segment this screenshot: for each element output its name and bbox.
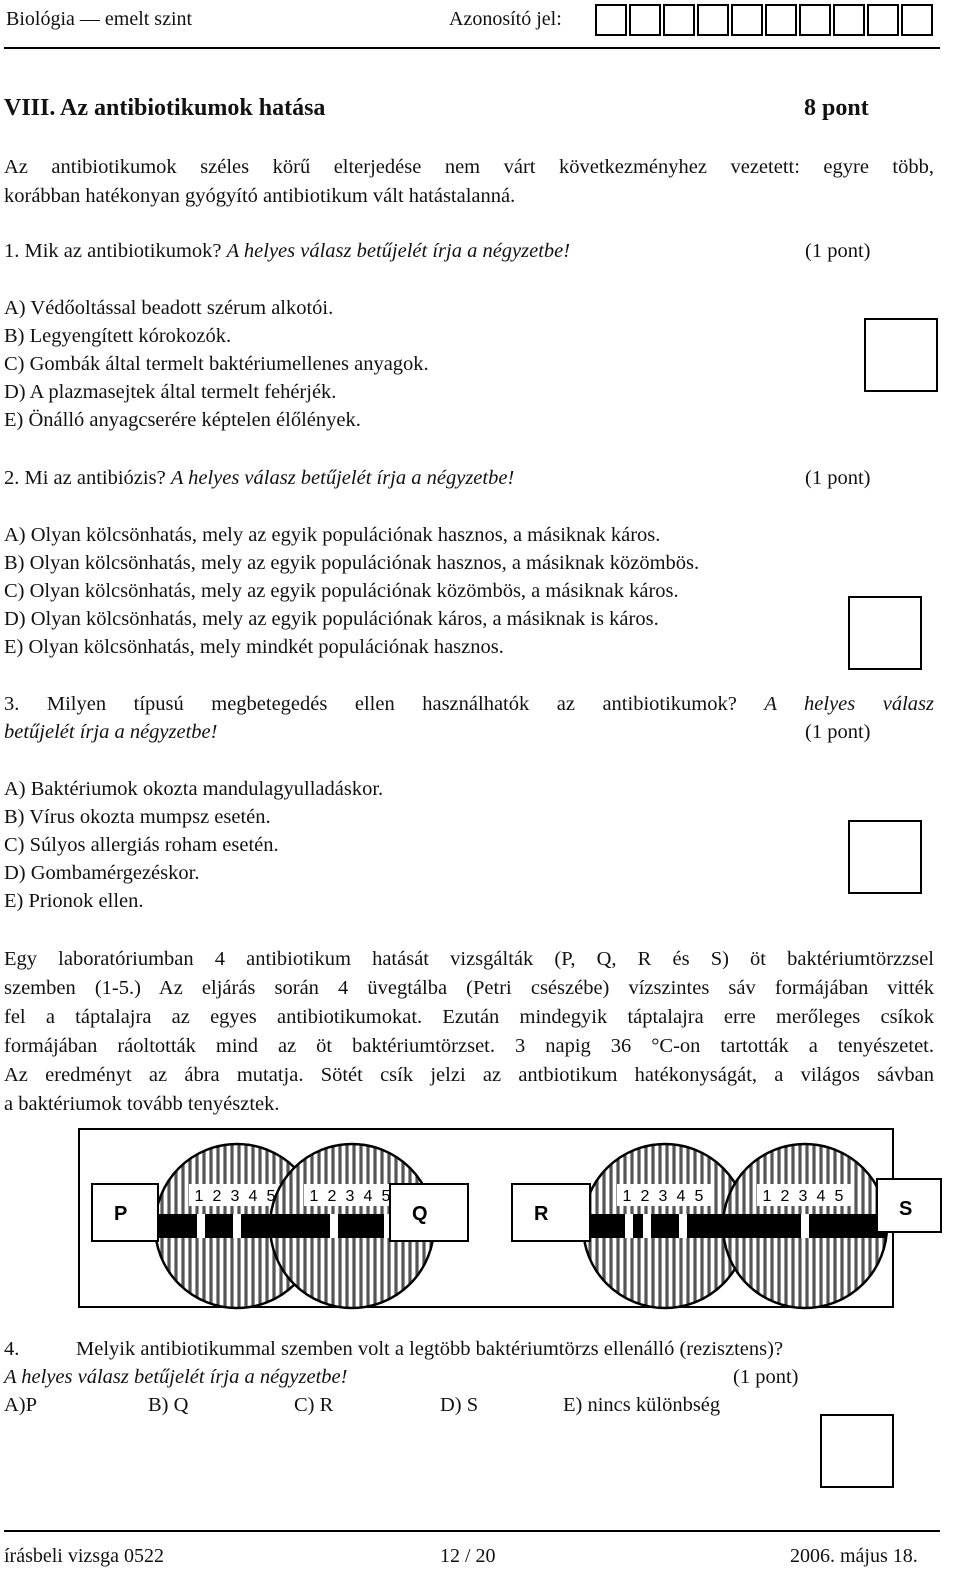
- q4-text: Melyik antibiotikummal szemben volt a legtöbb baktériumtörzs ellenálló (rezisztens)?: [76, 1338, 784, 1360]
- paragraph-line: a baktériumok tovább tenyésztek.: [4, 1093, 280, 1115]
- q4-answer-box[interactable]: [820, 1414, 894, 1488]
- q3-option: E) Prionok ellen.: [4, 890, 144, 912]
- strain-number: 1: [622, 1188, 632, 1205]
- q3-answer-box[interactable]: [848, 820, 922, 894]
- q3-question-line1: [4, 693, 934, 716]
- strain-number: 5: [834, 1188, 844, 1205]
- petri-dishes-illustration: [80, 1130, 913, 1306]
- q2-option: A) Olyan kölcsönhatás, mely az egyik populációnak hasznos, a másiknak káros.: [4, 524, 661, 546]
- id-box[interactable]: [833, 4, 865, 36]
- antibiotic-label: P: [114, 1203, 128, 1225]
- paragraph-line: Egy laboratóriumban 4 antibiotikum hatását vizsgálták (P, Q, R és S) öt baktériumtörzzsel: [4, 948, 934, 970]
- intro-line: korábban hatékonyan gyógyító antibiotikum vált hatástalanná.: [4, 185, 516, 207]
- antibiotic-label: R: [534, 1203, 549, 1225]
- q1-option: A) Védőoltással beadott szérum alkotói.: [4, 297, 334, 319]
- id-box[interactable]: [867, 4, 899, 36]
- section-title: VIII. Az antibiotikumok hatása: [4, 95, 326, 121]
- antibiotic-label-box: [512, 1184, 590, 1241]
- q2-instruction: A helyes válasz betűjelét írja a négyzetbe!: [170, 467, 515, 489]
- header-subject: Biológia — emelt szint: [6, 8, 193, 30]
- footer-page: 12 / 20: [440, 1545, 496, 1567]
- q3-instruction-line2: betűjelét írja a négyzetbe!: [4, 721, 218, 743]
- q4-option: E) nincs különbség: [563, 1394, 721, 1416]
- q1-option: E) Önálló anyagcserére képtelen élőlények.: [4, 409, 361, 431]
- q3-option: D) Gombamérgezéskor.: [4, 862, 200, 884]
- paragraph-line: szemben (1-5.) Az eljárás során 4 üvegtálba (Petri csészébe) vízszintes sáv formájában vitték: [4, 977, 934, 999]
- q1-option: D) A plazmasejtek által termelt fehérjék.: [4, 381, 337, 403]
- id-box[interactable]: [663, 4, 695, 36]
- q3-points: (1 pont): [805, 721, 871, 743]
- q2-option: B) Olyan kölcsönhatás, mely az egyik populációnak hasznos, a másiknak közömbös.: [4, 552, 700, 574]
- resistance-gap: [197, 1214, 205, 1238]
- q1-number: 1.: [4, 240, 20, 262]
- footer-rule: [4, 1530, 940, 1532]
- strain-number: 5: [381, 1188, 391, 1205]
- antibiotic-label-box: [877, 1179, 941, 1232]
- strain-number: 3: [345, 1188, 355, 1205]
- strain-number: 1: [762, 1188, 772, 1205]
- antibiotic-label-box: [390, 1184, 468, 1241]
- footer-date: 2006. május 18.: [790, 1545, 918, 1567]
- q3-option: B) Vírus okozta mumpsz esetén.: [4, 806, 271, 828]
- q2-text: Mi az antibiózis?: [24, 467, 166, 489]
- label-box-frame: [390, 1184, 468, 1241]
- resistance-gap: [643, 1214, 651, 1238]
- id-box[interactable]: [799, 4, 831, 36]
- antibiotic-label: S: [899, 1198, 913, 1220]
- q2-option: E) Olyan kölcsönhatás, mely mindkét populációnak hasznos.: [4, 636, 504, 658]
- resistance-gap: [679, 1214, 687, 1238]
- resistance-gap: [330, 1214, 338, 1238]
- strain-number: 2: [327, 1188, 337, 1205]
- header-id-label: Azonosító jel:: [449, 8, 562, 30]
- strain-number: 4: [676, 1188, 686, 1205]
- resistance-gap: [801, 1214, 809, 1238]
- q3-option: A) Baktériumok okozta mandulagyulladáskor.: [4, 778, 384, 800]
- antibiotic-label: Q: [412, 1203, 428, 1225]
- q1-question: [4, 240, 570, 263]
- footer-exam: írásbeli vizsga 0522: [4, 1545, 164, 1567]
- q2-number: 2.: [4, 467, 20, 489]
- q1-instruction: A helyes válasz betűjelét írja a négyzetbe!: [226, 240, 571, 262]
- id-box[interactable]: [901, 4, 933, 36]
- strain-number: 2: [640, 1188, 650, 1205]
- q3-instruction: A helyes válasz: [764, 693, 935, 715]
- id-box[interactable]: [697, 4, 729, 36]
- strain-number: 3: [798, 1188, 808, 1205]
- strain-number: 4: [363, 1188, 373, 1205]
- petri-figure: [78, 1128, 913, 1308]
- q4-number: 4.: [4, 1338, 20, 1360]
- q2-option: D) Olyan kölcsönhatás, mely az egyik populációnak káros, a másiknak is káros.: [4, 608, 659, 630]
- id-box[interactable]: [765, 4, 797, 36]
- q2-points: (1 pont): [805, 467, 871, 489]
- id-box[interactable]: [629, 4, 661, 36]
- q1-text: Mik az antibiotikumok?: [24, 240, 222, 262]
- q3-text: 3. Milyen típusú megbetegedés ellen használhatók az antibiotikumok?: [4, 693, 737, 715]
- strain-number: 1: [309, 1188, 319, 1205]
- q2-option: C) Olyan kölcsönhatás, mely az egyik populációnak közömbös, a másiknak káros.: [4, 580, 679, 602]
- strain-number: 5: [266, 1188, 276, 1205]
- q2-answer-box[interactable]: [848, 596, 922, 670]
- paragraph-line: formájában ráoltották mind az öt baktériumtörzset. 3 napig 36 °C-on tartották a tenyészetet.: [4, 1035, 934, 1057]
- q1-points: (1 pont): [805, 240, 871, 262]
- resistance-gap: [625, 1214, 633, 1238]
- section-points: 8 pont: [804, 95, 869, 121]
- label-box-frame: [512, 1184, 590, 1241]
- q4-option: C) R: [294, 1394, 334, 1416]
- paragraph-line: fel a táptalajra az egyes antibiotikumokat. Ezután mindegyik táptalajra erre merőleges csíkok: [4, 1006, 934, 1028]
- q1-option: B) Legyengített kórokozók.: [4, 325, 232, 347]
- strain-number: 1: [194, 1188, 204, 1205]
- header-rule: [4, 47, 940, 49]
- strain-number: 3: [658, 1188, 668, 1205]
- petri-dish: [723, 1144, 887, 1308]
- q1-answer-box[interactable]: [864, 318, 938, 392]
- paragraph-line: Az eredményt az ábra mutatja. Sötét csík jelzi az antbiotikum hatékonyságát, a világos sávban: [4, 1064, 934, 1086]
- q4-points: (1 pont): [733, 1366, 799, 1388]
- q2-question: [4, 467, 514, 490]
- q4-instruction: A helyes válasz betűjelét írja a négyzetbe!: [4, 1366, 348, 1388]
- strain-number: 2: [212, 1188, 222, 1205]
- intro-line: Az antibiotikumok széles körű elterjedése nem várt következményhez vezetett: egyre több,: [4, 156, 934, 178]
- strain-number: 4: [248, 1188, 258, 1205]
- strain-number: 5: [694, 1188, 704, 1205]
- q4-option: D) S: [440, 1394, 479, 1416]
- q4-option: B) Q: [148, 1394, 189, 1416]
- resistance-gap: [233, 1214, 241, 1238]
- id-box[interactable]: [595, 4, 627, 36]
- strain-number: 3: [230, 1188, 240, 1205]
- antibiotic-label-box: [92, 1184, 158, 1241]
- q4-option: A)P: [4, 1394, 38, 1416]
- q3-option: C) Súlyos allergiás roham esetén.: [4, 834, 279, 856]
- id-box[interactable]: [731, 4, 763, 36]
- strain-number: 4: [816, 1188, 826, 1205]
- strain-number: 2: [780, 1188, 790, 1205]
- q1-option: C) Gombák által termelt baktériumellenes anyagok.: [4, 353, 429, 375]
